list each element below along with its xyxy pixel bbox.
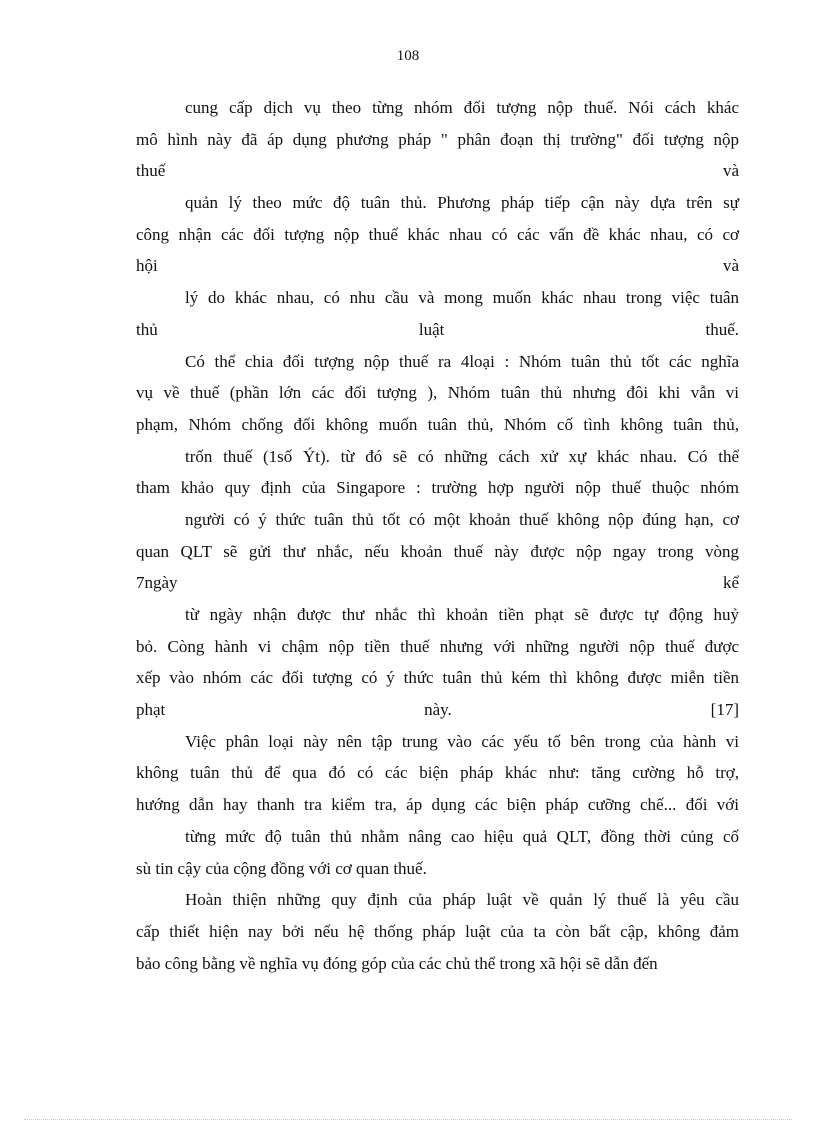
text-line: hướng dẫn hay thanh tra kiểm tra, áp dụng các biện pháp cưỡng chế... đối với: [136, 795, 739, 815]
page-bottom-rule: [24, 1119, 792, 1120]
body-text: [136, 92, 739, 979]
text-line: vụ về thuế (phần lớn các đối tượng ), Nhóm tuân thủ nhưng đôi khi vẫn vi: [136, 383, 739, 403]
text-line: cung cấp dịch vụ theo từng nhóm đối tượng nộp thuế. Nói cách khác: [185, 98, 739, 117]
text-line: phạt này. [17]: [136, 700, 739, 720]
text-line: thủ luật thuế.: [136, 319, 739, 339]
text-line: thuế và: [136, 161, 739, 181]
text-line: bảo công bằng về nghĩa vụ đóng góp của các chủ thể trong xã hội sẽ dẫn đến: [136, 953, 658, 973]
text-line: mô hình này đã áp dụng phương pháp " phân đoạn thị trường" đối tượng nộp: [136, 129, 739, 149]
text-line: bỏ. Còng hành vi chậm nộp tiền thuế nhưng với những người nộp thuế được: [136, 636, 739, 656]
text-line: từng mức độ tuân thủ nhằm nâng cao hiệu quả QLT, đồng thời củng cố: [185, 826, 739, 846]
page-number: 108: [396, 48, 420, 64]
text-line: Có thể chia đối tượng nộp thuế ra 4loại : Nhóm tuân thủ tốt các nghĩa: [185, 351, 739, 371]
text-line: quản lý theo mức độ tuân thủ. Phương pháp tiếp cận này dựa trên sự: [185, 193, 739, 213]
text-line: trốn thuế (1số Ýt). từ đó sẽ có những cách xử xự khác nhau. Có thể: [185, 446, 739, 466]
text-line: Hoàn thiện những quy định của pháp luật về quản lý thuế là yêu cầu: [185, 890, 739, 910]
text-line: tham khảo quy định của Singapore : trường hợp người nộp thuế thuộc nhóm: [136, 478, 739, 498]
text-line: Việc phân loại này nên tập trung vào các yếu tố bên trong của hành vi: [185, 731, 739, 751]
text-line: không tuân thủ để qua đó có các biện pháp khác như: tăng cường hỗ trợ,: [136, 763, 739, 783]
text-line: cấp thiết hiện nay bởi nếu hệ thống pháp luật của ta còn bất cập, không đảm: [136, 921, 739, 941]
text-line: xếp vào nhóm các đối tượng có ý thức tuân thủ kém thì không được miễn tiền: [136, 668, 739, 688]
text-line: người có ý thức tuân thủ tốt có một khoản thuế không nộp đúng hạn, cơ: [185, 509, 739, 529]
text-line: 7ngày kể: [136, 573, 739, 593]
text-line: công nhận các đối tượng nộp thuế khác nhau có các vấn đề khác nhau, có cơ: [136, 224, 739, 244]
text-line: sù tin cậy của cộng đồng với cơ quan thuế.: [136, 858, 427, 878]
text-line: lý do khác nhau, có nhu cầu và mong muốn khác nhau trong việc tuân: [185, 288, 739, 308]
text-line: hội và: [136, 256, 739, 276]
text-line: từ ngày nhận được thư nhắc thì khoản tiền phạt sẽ được tự động huỷ: [185, 605, 739, 624]
text-line: quan QLT sẽ gửi thư nhắc, nếu khoản thuế này được nộp ngay trong vòng: [136, 541, 739, 561]
text-line: phạm, Nhóm chống đối không muốn tuân thủ, Nhóm cố tình không tuân thủ,: [136, 414, 739, 434]
